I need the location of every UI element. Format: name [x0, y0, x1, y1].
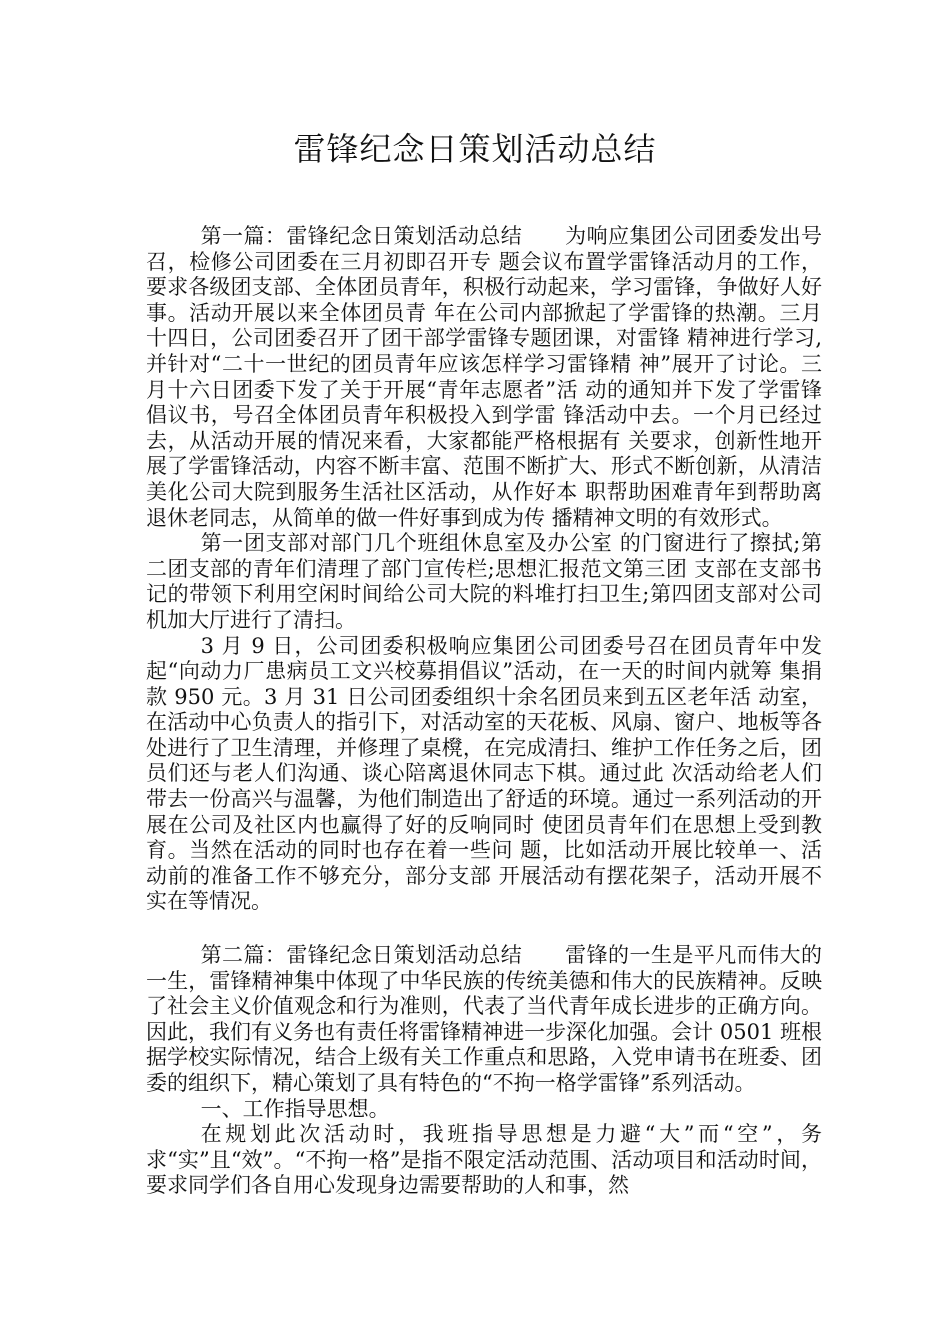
section-1: [146, 224, 822, 915]
section-2-paragraph-2: 一、工作指导思想。: [200, 1096, 390, 1121]
section-1-paragraph-3: 3 月 9 日，公司团委积极响应集团公司团委号召在团员青年中发 起“向动力厂患病员工文兴校募捐倡议”活动，在一天的时间内就筹 集捐款 950 元。3 月 31 日公司团委组织十余名团员来到五区老年活 动室，在活动中心负责人的指引下，对活动室的天花板、风扇、窗户、地板等各处进行了卫生清理，并修理了桌櫈，在完成清扫、维护工作任务之后，团员们还与老人们沟通、谈心陪离退休同志下棋。通过此 次活动给老人们带去一份高兴与温馨，为他们制造出了舒适的环境。通过一系列活动的开展在公司及社区内也赢得了好的反响同时 使团员青年们在思想上受到教育。当然在活动的同时也存在着一些问 题，比如活动开展比较单一、活动前的准备工作不够充分，部分支部 开展活动有摆花架子，活动开展不实在等情况。: [146, 633, 822, 914]
section-1-paragraph-2: 第一团支部对部门几个班组休息室及办公室 的门窗进行了擦拭;第二团支部的青年们清理了部门宣传栏;思想汇报范文第三团 支部在支部书记的带领下利用空闲时间给公司大院的料堆打扫卫生;第四团支部对公司机加大厅进行了清扫。: [146, 531, 822, 632]
section-2: [146, 943, 822, 1199]
section-2-paragraph-3: 在规划此次活动时，我班指导思想是力避“大”而“空”，务求“实”且“效”。“不拘一格”是指不限定活动范围、活动项目和活动时间，要求同学们各自用心发现身边需要帮助的人和事，然: [146, 1122, 822, 1198]
section-1-paragraph-1: 第一篇：雷锋纪念日策划活动总结 为响应集团公司团委发出号召，检修公司团委在三月初即召开专 题会议布置学雷锋活动月的工作，要求各级团支部、全体团员青年，积极行动起来，学习雷锋，争做好人好事。活动开展以来全体团员青 年在公司内部掀起了学雷锋的热潮。三月十四日，公司团委召开了团干部学雷锋专题团课，对雷锋 精神进行学习,并针对“二十一世纪的团员青年应该怎样学习雷锋精 神”展开了讨论。三月十六日团委下发了关于开展“青年志愿者”活 动的通知并下发了学雷锋倡议书，号召全体团员青年积极投入到学雷 锋活动中去。一个月已经过去，从活动开展的情况来看，大家都能严格根据有 关要求，创新性地开展了学雷锋活动，内容不断丰富、范围不断扩大、形式不断创新，从清洁美化公司大院到服务生活社区活动，从作好本 职帮助困难青年到帮助离退休老同志，从简单的做一件好事到成为传 播精神文明的有效形式。: [146, 224, 822, 530]
document-title: 雷锋纪念日策划活动总结: [293, 130, 657, 168]
section-2-paragraph-1: 第二篇：雷锋纪念日策划活动总结 雷锋的一生是平凡而伟大的一生，雷锋精神集中体现了中华民族的传统美德和伟大的民族精神。反映了社会主义价值观念和行为准则，代表了当代青年成长进步的正确方向。因此，我们有义务也有责任将雷锋精神进一步深化加强。会计 0501 班根据学校实际情况，结合上级有关工作重点和思路，入党申请书在班委、团委的组织下，精心策划了具有特色的“不拘一格学雷锋”系列活动。: [146, 943, 822, 1095]
